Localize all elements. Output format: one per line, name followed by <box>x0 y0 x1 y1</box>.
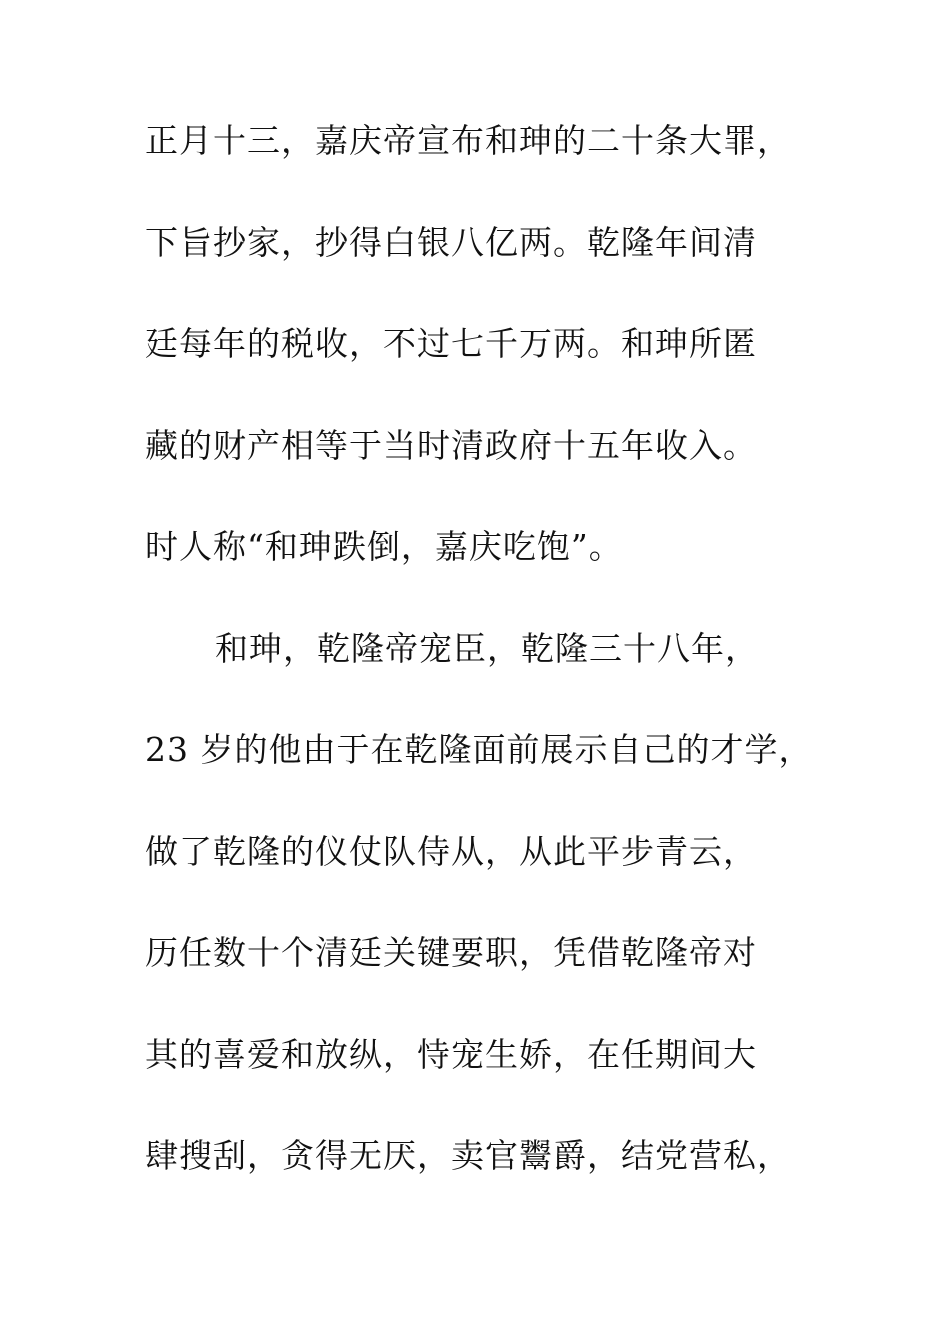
text-line-9: 历任数十个清廷关键要职，凭借乾隆帝对 <box>145 933 757 972</box>
text-line-3: 廷每年的税收，不过七千万两。和珅所匿 <box>145 324 757 363</box>
text-line-8: 做了乾隆的仪仗队侍从，从此平步青云， <box>145 831 757 871</box>
text-line-1: 正月十三，嘉庆帝宣布和珅的二十条大罪， <box>145 121 791 160</box>
text-line-5: 时人称“和珅跌倒，嘉庆吃饱”。 <box>145 527 623 566</box>
text-line-11: 肆搜刮，贪得无厌，卖官鬻爵，结党营私， <box>145 1136 791 1175</box>
text-line-7: 23 岁的他由于在乾隆面前展示自己的才学， <box>145 730 813 769</box>
text-line-6-paragraph-start: 和珅，乾隆帝宠臣，乾隆三十八年， <box>215 628 759 668</box>
text-line-10: 其的喜爱和放纵，恃宠生娇，在任期间大 <box>145 1034 757 1074</box>
document-body <box>145 121 825 1241</box>
text-line-2: 下旨抄家，抄得白银八亿两。乾隆年间清 <box>145 222 757 262</box>
text-line-4: 藏的财产相等于当时清政府十五年收入。 <box>145 425 757 465</box>
